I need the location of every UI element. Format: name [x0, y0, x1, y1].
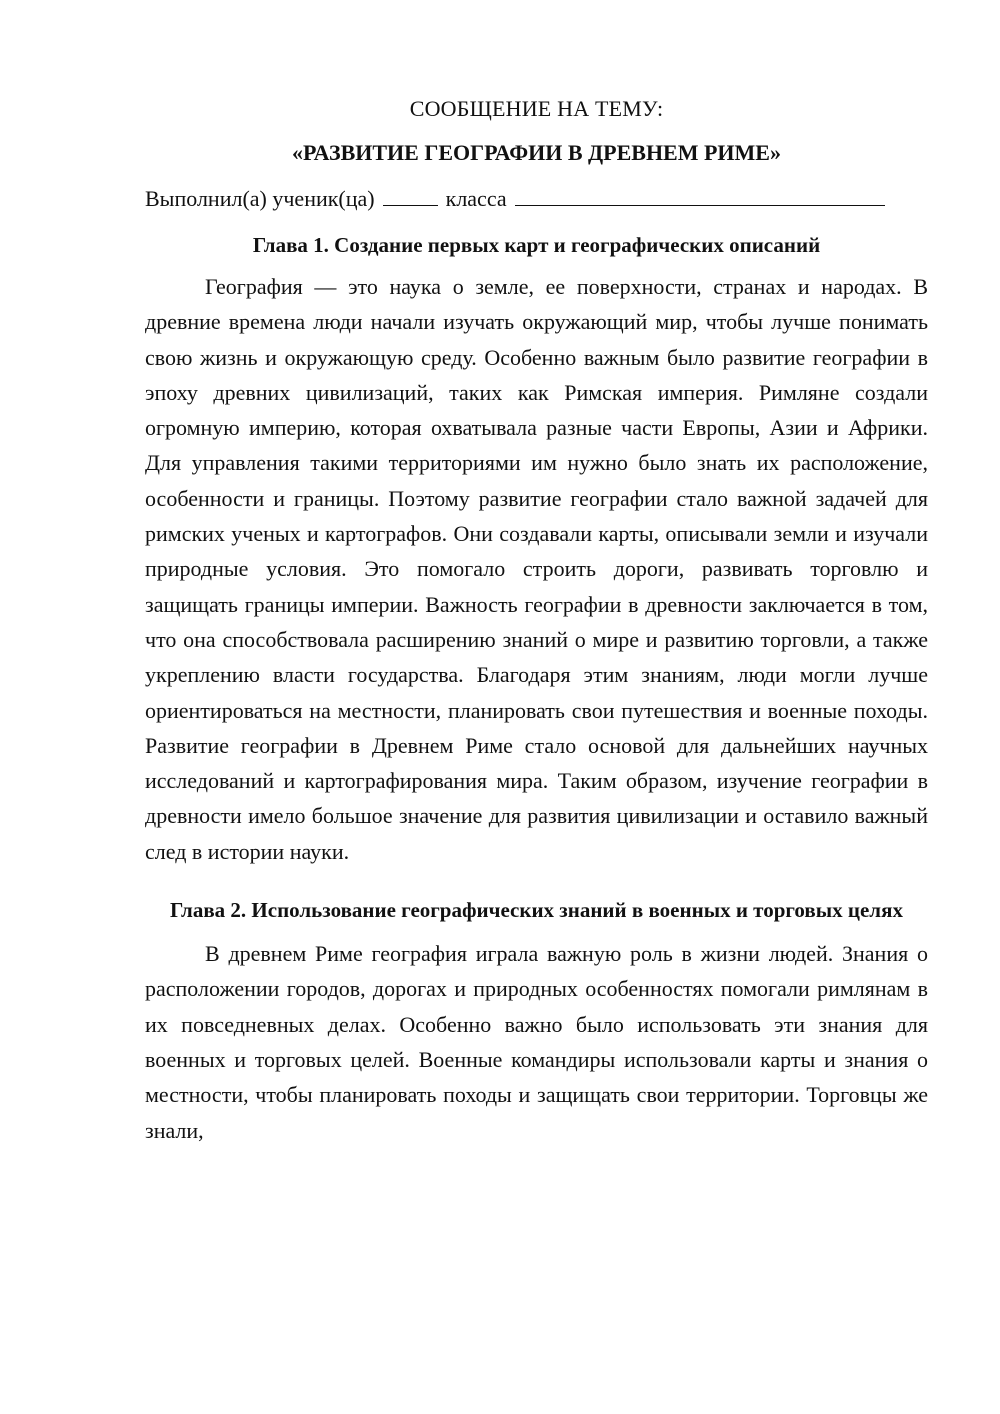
chapter-1-title: Глава 1. Создание первых карт и географических описаний — [252, 233, 821, 257]
author-label: Выполнил(а) ученик(ца) — [145, 186, 375, 211]
chapter-2-title: Глава 2. Использование географических знаний в военных и торговых целях — [170, 898, 903, 923]
class-label: класса — [445, 186, 507, 211]
document-heading: СООБЩЕНИЕ НА ТЕМУ: — [409, 96, 664, 121]
document-title: «РАЗВИТИЕ ГЕОГРАФИИ В ДРЕВНЕМ РИМЕ» — [292, 140, 781, 165]
chapter-2-text: В древнем Риме география играла важную роль в жизни людей. Знания о расположении городов, дорогах и природных особенностях помогали римлянам в их повседневных делах. Особенно важно было использовать эти знания для военных и торговых целей. Военные командиры использовали карты и знания о местности, чтобы планировать походы и защищать свои территории. Торговцы же знали, — [145, 941, 928, 1143]
class-number-blank — [383, 185, 438, 206]
student-name-blank — [515, 185, 885, 206]
author-line — [145, 182, 928, 216]
chapter-1-text: География — это наука о земле, ее поверхности, странах и народах. В древние времена люди начали изучать окружающий мир, чтобы лучше понимать свою жизнь и окружающую среду. Особенно важным было развитие географии в эпоху древних цивилизаций, таких как Римская империя. Римляне создали огромную империю, которая охватывала разные части Европы, Азии и Африки. Для управления такими территориями им нужно было знать их расположение, особенности и границы. Поэтому развитие географии стало важной задачей для римских ученых и картографов. Они создавали карты, описывали земли и изучали природные условия. Это помогало строить дороги, развивать торговлю и защищать границы империи. Важность географии в древности заключается в том, что она способствовала расширению знаний о мире и развитию торговли, а также укреплению власти государства. Благодаря этим знаниям, люди могли лучше ориентироваться на местности, планировать свои путешествия и военные походы. Развитие географии в Древнем Риме стало основой для дальнейших научных исследований и картографирования мира. Таким образом, изучение географии в древности имело большое значение для развития цивилизации и оставило важный след в истории науки. — [145, 274, 928, 864]
document-page — [145, 92, 928, 1148]
